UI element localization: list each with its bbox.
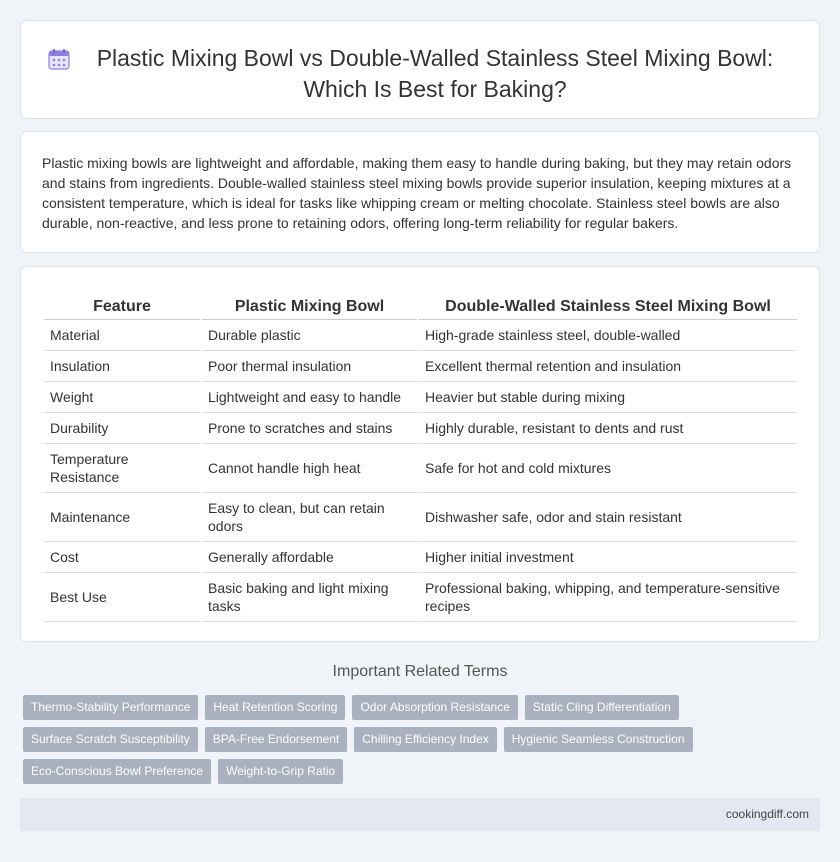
page-title: Plastic Mixing Bowl vs Double-Walled Stainless Steel Mixing Bowl: Which Is Best for Baking? [96, 45, 774, 102]
table-cell: Durability [44, 413, 200, 444]
related-terms-heading: Important Related Terms [332, 663, 508, 680]
footer [20, 798, 820, 831]
table-row [44, 542, 797, 573]
table-cell: Highly durable, resistant to dents and rust [419, 413, 797, 444]
table-cell: Heavier but stable during mixing [419, 382, 797, 413]
table-cell: Temperature Resistance [44, 444, 200, 493]
table-cell: Poor thermal insulation [202, 351, 417, 382]
related-term-tag[interactable]: Chilling Efficiency Index [354, 727, 497, 752]
header-plastic: Plastic Mixing Bowl [202, 297, 417, 320]
header-stainless: Double-Walled Stainless Steel Mixing Bowl [419, 297, 797, 320]
table-cell: Cost [44, 542, 200, 573]
footer-site-link[interactable]: cookingdiff.com [725, 807, 809, 821]
comparison-table [42, 297, 799, 622]
related-term-tag[interactable]: Thermo-Stability Performance [23, 695, 198, 720]
related-term-tag[interactable]: Static Cling Differentiation [525, 695, 679, 720]
table-row [44, 320, 797, 351]
table-cell: High-grade stainless steel, double-walled [419, 320, 797, 351]
related-term-tag[interactable]: Hygienic Seamless Construction [504, 727, 693, 752]
table-cell: Easy to clean, but can retain odors [202, 493, 417, 542]
table-cell: Professional baking, whipping, and temperature-sensitive recipes [419, 573, 797, 622]
table-cell: Durable plastic [202, 320, 417, 351]
title-card [20, 20, 820, 119]
table-cell: Best Use [44, 573, 200, 622]
related-term-tag[interactable]: Odor Absorption Resistance [352, 695, 517, 720]
related-term-tag[interactable]: Heat Retention Scoring [205, 695, 345, 720]
table-row [44, 382, 797, 413]
table-cell: Generally affordable [202, 542, 417, 573]
related-term-tag[interactable]: Surface Scratch Susceptibility [23, 727, 198, 752]
table-cell: Insulation [44, 351, 200, 382]
table-row [44, 351, 797, 382]
comparison-card [20, 266, 820, 642]
related-terms-list [23, 695, 803, 784]
table-row [44, 444, 797, 493]
table-header-row [44, 297, 797, 320]
intro-paragraph: Plastic mixing bowls are lightweight and affordable, making them easy to handle during baking, but they may retain odors and stains from ingredients. Double-walled stainless steel mixing bowls provide superior insulation, keeping mixtures at a consistent temperature, which is ideal for tasks like whipping cream or melting chocolate. Stainless steel bowls are also durable, non-reactive, and less prone to retaining odors, offering long-term reliability for regular bakers. [42, 155, 792, 231]
table-cell: Material [44, 320, 200, 351]
table-cell: Dishwasher safe, odor and stain resistant [419, 493, 797, 542]
table-cell: Higher initial investment [419, 542, 797, 573]
table-cell: Maintenance [44, 493, 200, 542]
related-term-tag[interactable]: BPA-Free Endorsement [205, 727, 348, 752]
table-row [44, 493, 797, 542]
intro-card [20, 131, 820, 253]
table-cell: Excellent thermal retention and insulation [419, 351, 797, 382]
table-cell: Lightweight and easy to handle [202, 382, 417, 413]
table-cell: Basic baking and light mixing tasks [202, 573, 417, 622]
table-cell: Weight [44, 382, 200, 413]
table-cell: Prone to scratches and stains [202, 413, 417, 444]
table-cell: Cannot handle high heat [202, 444, 417, 493]
table-cell: Safe for hot and cold mixtures [419, 444, 797, 493]
related-term-tag[interactable]: Weight-to-Grip Ratio [218, 759, 343, 784]
related-term-tag[interactable]: Eco-Conscious Bowl Preference [23, 759, 211, 784]
table-row [44, 573, 797, 622]
table-row [44, 413, 797, 444]
header-feature: Feature [44, 297, 200, 320]
